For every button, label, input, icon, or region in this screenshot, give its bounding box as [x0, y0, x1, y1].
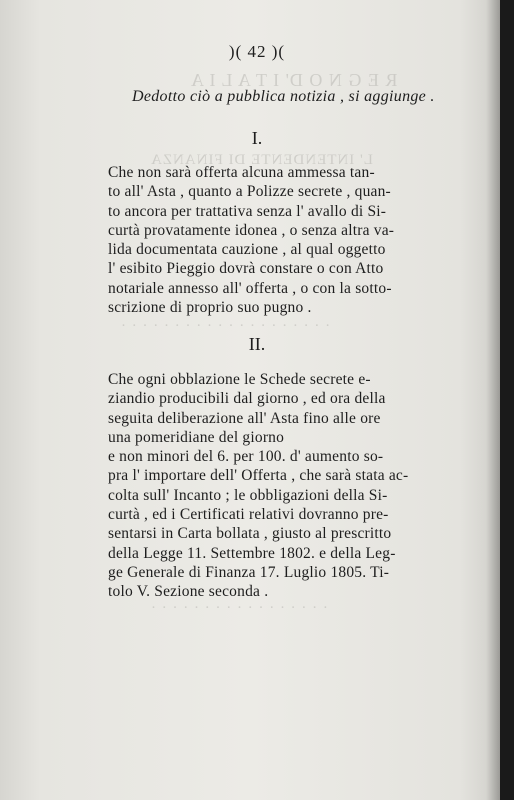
paragraph-line: tolo V. Sezione seconda . [108, 583, 269, 601]
paragraph-line: Che non sarà offerta alcuna ammessa tan- [108, 164, 375, 181]
section-paragraph [108, 370, 462, 602]
paragraph-line: curtà provatamente idonea , o senza altra va- [108, 221, 395, 239]
paragraph-line: curtà , ed i Certificati relativi dovranno pre- [108, 506, 389, 524]
bleed-through-mark: R E G N O D' I T A L I A [190, 70, 398, 90]
paragraph-line: sentarsi in Carta bollata , giusto al prescritto [108, 525, 392, 543]
bleed-through-mark: · · · · · · · · · · · · · · · · · [150, 600, 328, 616]
paragraph-line: e non minori del 6. per 100. d' aumento so- [108, 448, 384, 466]
paragraph-line: una pomeridiane del giorno [108, 428, 285, 446]
paragraph-line: colta sull' Incanto ; le obbligazioni della Si- [108, 486, 388, 504]
paragraph-line: ge Generale di Finanza 17. Luglio 1805. Ti- [108, 563, 390, 581]
paragraph-line: della Legge 11. Settembre 1802. e della Leg- [108, 544, 396, 562]
paragraph-line: to all' Asta , quanto a Polizze secrete , quan- [108, 183, 391, 201]
bleed-through-mark: · · · · · · · · · · · · · · · · · · · · [120, 318, 331, 334]
section-paragraph [108, 163, 462, 317]
page-number: )( 42 )( [228, 42, 286, 61]
bleed-through-mark: L' INTENDENTE DI FINANZA [150, 152, 373, 168]
section-numeral: I. [251, 128, 263, 148]
paragraph-line: seguita deliberazione all' Asta fino alle ore [108, 409, 381, 427]
paragraph-line: scrizione di proprio suo pugno . [108, 299, 312, 317]
paragraph-line: l' esibito Pieggio dovrà constare o con Atto [108, 260, 384, 278]
paragraph-line: Che ogni obblazione le Schede secrete e- [108, 371, 371, 388]
intro-line: Dedotto ciò a pubblica notizia , si aggiunge . [132, 88, 435, 105]
paragraph-line: to ancora per trattativa senza l' avallo di Si- [108, 202, 387, 220]
section-numeral: II. [248, 334, 266, 354]
paragraph-line: pra l' importare dell' Offerta , che sarà stata ac- [108, 467, 409, 485]
paragraph-line: lida documentata cauzione , al qual oggetto [108, 241, 386, 259]
page-edge-shadow [486, 0, 500, 800]
paragraph-line: ziandio producibili dal giorno , ed ora della [108, 390, 386, 408]
paragraph-line: notariale annesso all' offerta , o con la sotto- [108, 279, 392, 297]
